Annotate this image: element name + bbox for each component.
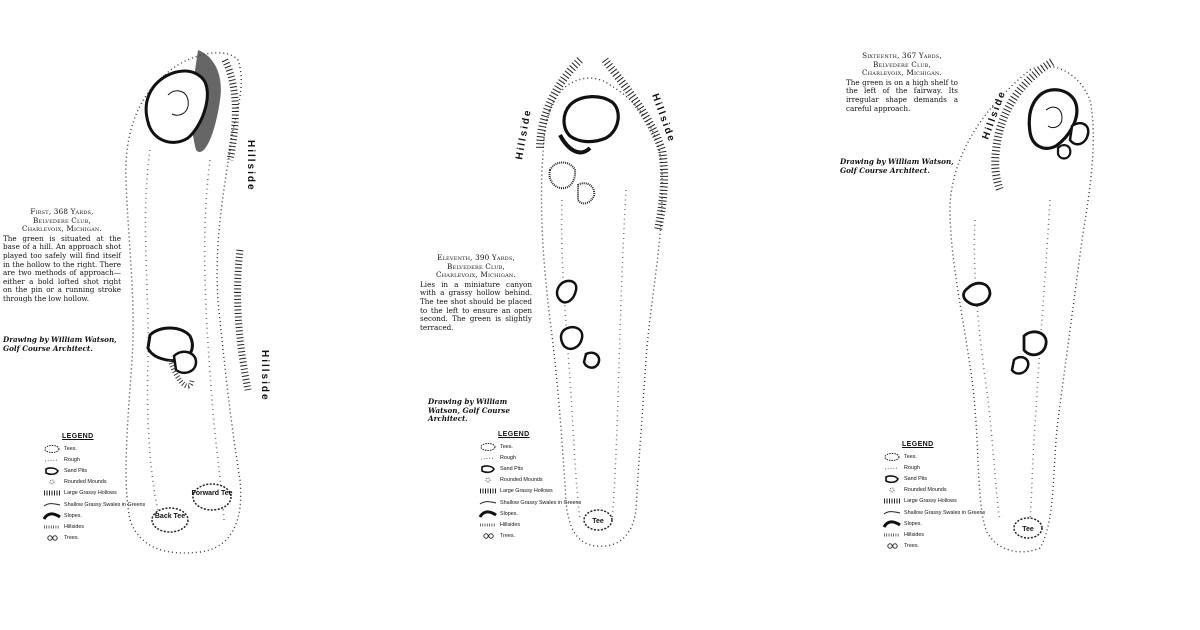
slope-symbol-icon: [476, 509, 500, 519]
legend-item-swales: Shallow Grassy Swales in Greens: [476, 497, 586, 508]
mound-symbol-icon: [476, 475, 500, 485]
hole-11-description: Lies in a miniature canyon with a grassy hollow behind. The tee shot should be placed to the left to ensure an open second. The green is slightly terraced.: [420, 279, 532, 332]
sand-pit-symbol-icon: [476, 464, 500, 474]
hole-11-tee-label: Tee: [592, 518, 604, 525]
hole-11-hillside-label-right: Hillside: [649, 92, 678, 145]
legend-item-grassy-hollows: Large Grassy Hollows: [476, 486, 586, 497]
hole-1-location: Charlevoix, Michigan.: [22, 224, 102, 234]
hole-1-back-tee-label: Back Tee: [154, 513, 186, 520]
legend-item-trees: Trees.: [880, 541, 990, 552]
legend-item-tees: Tees.: [476, 441, 586, 452]
hole-16-club: Belvedere Club,: [873, 59, 931, 69]
legend-title: LEGEND: [62, 433, 94, 440]
hole-1-club: Belvedere Club,: [33, 215, 91, 225]
hole-1-forward-tee-label: Forward Tee: [191, 490, 233, 497]
hole-11-hillside-hatch-right: [605, 60, 664, 230]
swale-symbol-icon: [476, 498, 500, 508]
hole-1-hillside-hatch: [225, 60, 248, 390]
hole-11-grassy-hollow-2: [578, 183, 594, 203]
legend-item-grassy-hollows: Large Grassy Hollows: [40, 488, 150, 499]
legend-item-hillsides: Hillsides: [40, 521, 150, 532]
hole-1-legend: [40, 434, 150, 544]
hole-1-panel: [0, 0, 400, 630]
mound-symbol-icon: [880, 485, 904, 495]
slope-symbol-icon: [40, 511, 64, 521]
tree-symbol-icon: [476, 531, 500, 541]
legend-item-slopes: Slopes.: [476, 508, 586, 519]
hole-11-location: Charlevoix, Michigan.: [436, 270, 516, 280]
hole-16-legend: [880, 442, 990, 552]
hole-16-credit: Drawing by William Watson, Golf Course Architect.: [840, 157, 954, 175]
hole-1-title: First, 368 Yards,: [30, 207, 94, 216]
hillside-symbol-icon: [476, 520, 500, 530]
legend-item-hillsides: Hillsides: [476, 519, 586, 530]
hole-1-forward-tee: [193, 484, 231, 510]
legend-item-rough: Rough: [40, 454, 150, 465]
legend-item-sand-pits: Sand Pits: [40, 465, 150, 476]
hole-11-caption: [420, 254, 532, 332]
tree-symbol-icon: [40, 533, 64, 543]
hollow-symbol-icon: [476, 486, 500, 496]
legend-item-grassy-hollows: Large Grassy Hollows: [880, 496, 990, 507]
slope-symbol-icon: [880, 519, 904, 529]
hole-16-sand-pit-1: [964, 283, 991, 305]
legend-item-rounded-mounds: Rounded Mounds: [476, 475, 586, 486]
rough-symbol-icon: [40, 455, 64, 465]
mound-symbol-icon: [40, 477, 64, 487]
sand-pit-symbol-icon: [40, 466, 64, 476]
swale-symbol-icon: [880, 508, 904, 518]
legend-item-rounded-mounds: Rounded Mounds: [40, 477, 150, 488]
hole-1-credit: Drawing by William Watson, Golf Course Architect.: [3, 335, 117, 353]
legend-item-slopes: Slopes.: [880, 518, 990, 529]
legend-item-swales: Shallow Grassy Swales in Greens: [880, 507, 990, 518]
hole-11-club: Belvedere Club,: [447, 261, 505, 271]
hole-11-credit: Drawing by William Watson, Golf Course Architect.: [428, 397, 510, 424]
hollow-symbol-icon: [40, 488, 64, 498]
hole-11-hillside-label-left: Hillside: [514, 107, 534, 161]
hole-16-sand-pit-3: [1012, 357, 1028, 373]
hole-11-grassy-hollow: [549, 163, 575, 189]
rough-symbol-icon: [476, 453, 500, 463]
hole-16-location: Charlevoix, Michigan.: [862, 68, 942, 78]
legend-item-slopes: Slopes.: [40, 510, 150, 521]
hole-11-title: Eleventh, 390 Yards,: [437, 253, 515, 262]
tee-symbol-icon: [880, 452, 904, 462]
hole-1-hillside-label-upper: Hillside: [245, 140, 256, 192]
tree-symbol-icon: [880, 541, 904, 551]
legend-item-rough: Rough: [476, 452, 586, 463]
rough-symbol-icon: [880, 463, 904, 473]
legend-item-swales: Shallow Grassy Swales in Greens: [40, 499, 150, 510]
hole-11-sand-pit-1: [557, 281, 576, 303]
hillside-symbol-icon: [880, 530, 904, 540]
hole-1-sand-pit-2: [174, 352, 196, 373]
hole-11-sand-pit-2: [561, 327, 582, 349]
legend-item-sand-pits: Sand Pits: [880, 473, 990, 484]
hole-16-tee-label: Tee: [1022, 526, 1034, 533]
hole-16-hillside-label: Hillside: [980, 88, 1009, 142]
legend-item-rough: Rough: [880, 462, 990, 473]
hole-1-caption: [3, 208, 121, 304]
hillside-symbol-icon: [40, 522, 64, 532]
hole-11-green: [564, 97, 618, 142]
legend-item-trees: Trees.: [476, 531, 586, 542]
hole-16-sand-pit-2: [1024, 332, 1046, 355]
legend-title: LEGEND: [902, 441, 934, 448]
swale-symbol-icon: [40, 500, 64, 510]
hole-1-description: The green is situated at the base of a hill. An approach shot played too safely will find itself in the hollow to the right. There are two methods of approach—either a bold lofted shot right on the pin or a running stroke through the low hollow.: [3, 233, 121, 303]
hole-16-description: The green is on a high shelf to the left of the fairway. Its irregular shape demands a careful approach.: [846, 77, 958, 113]
hollow-symbol-icon: [880, 496, 904, 506]
hole-16-panel: [800, 0, 1200, 630]
legend-item-sand-pits: Sand Pits: [476, 463, 586, 474]
legend-item-trees: Trees.: [40, 533, 150, 544]
legend-item-hillsides: Hillsides: [880, 529, 990, 540]
legend-item-tees: Tees.: [40, 443, 150, 454]
tee-symbol-icon: [476, 442, 500, 452]
hole-1-back-tee: [152, 508, 188, 532]
legend-title: LEGEND: [498, 431, 530, 438]
tee-symbol-icon: [40, 444, 64, 454]
legend-item-tees: Tees.: [880, 451, 990, 462]
sand-pit-symbol-icon: [880, 474, 904, 484]
hole-11-sand-pit-3: [584, 353, 599, 368]
hole-11-panel: [400, 0, 800, 630]
hole-11-legend: [476, 432, 586, 542]
hole-16-title: Sixteenth, 367 Yards,: [862, 51, 942, 60]
legend-item-rounded-mounds: Rounded Mounds: [880, 485, 990, 496]
hole-16-green-sand-pit-2: [1058, 145, 1070, 158]
hole-1-hillside-label-lower: Hillside: [259, 350, 270, 402]
hole-16-green-sand-pit: [1070, 123, 1088, 144]
hole-16-caption: [846, 52, 958, 113]
